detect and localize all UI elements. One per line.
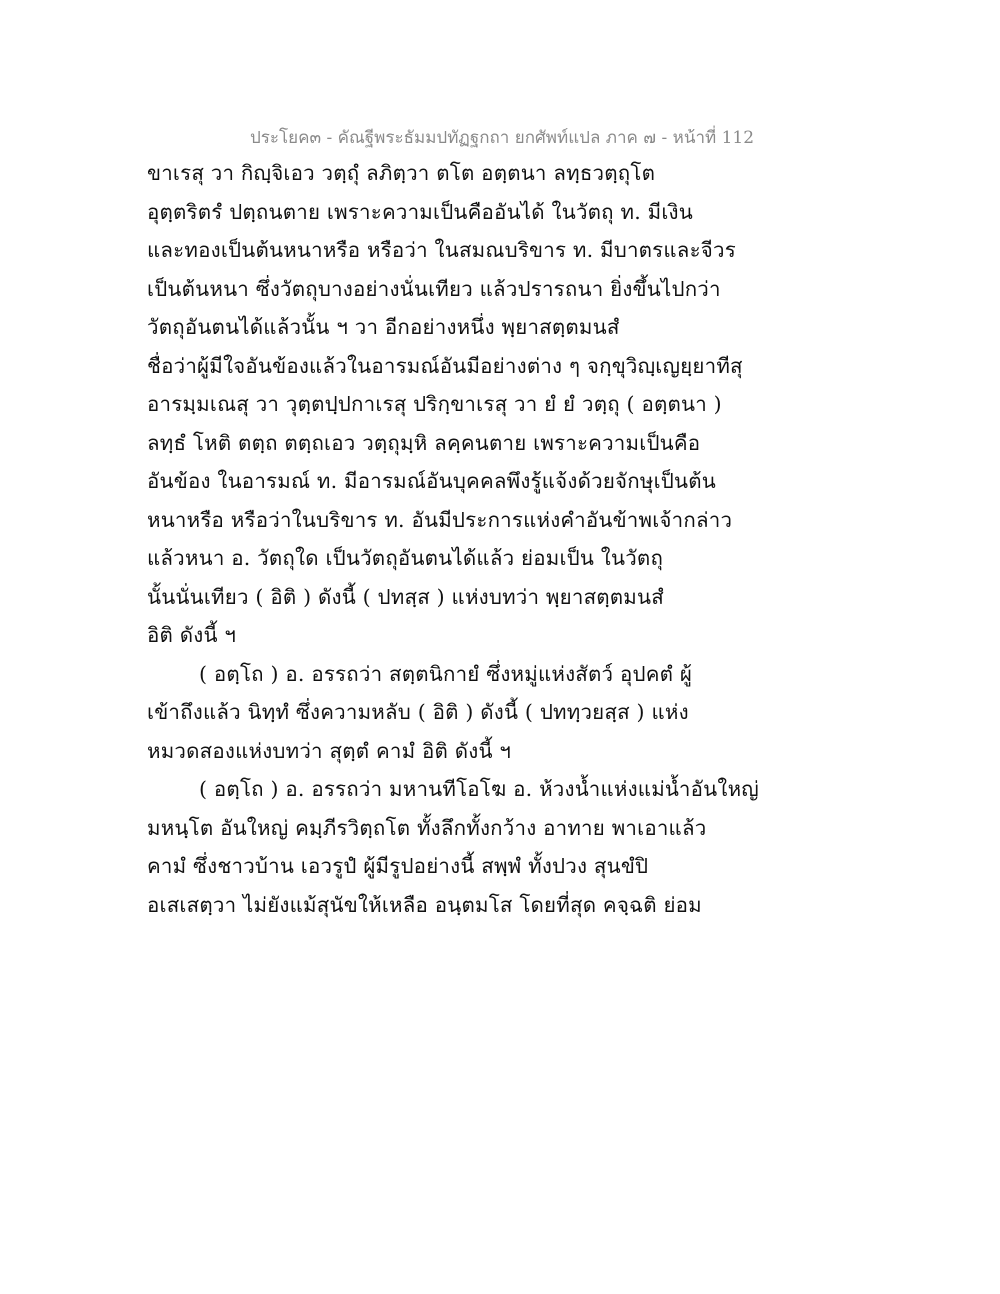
text-line: แล้วหนา อ. วัตถุใด เป็นวัตถุอันตนได้แล้ว ย่อมเป็น ในวัตถุ: [147, 546, 664, 570]
text-line: เข้าถึงแล้ว นิทฺทํ ซึ่งความหลับ ( อิติ ) ดังนี้ ( ปททฺวยสฺส ) แห่ง: [147, 700, 689, 724]
text-line: นั้นนั่นเทียว ( อิติ ) ดังนี้ ( ปทสฺส ) แห่งบทว่า พฺยาสตฺตมนสํ: [147, 584, 664, 609]
text-line: วัตถุอันตนได้แล้วนั้น ฯ วา อีกอย่างหนึ่ง พฺยาสตฺตมนสํ: [147, 315, 620, 339]
text-line: เป็นต้นหนา ซึ่งวัตถุบางอย่างนั่นเทียว แล้วปรารถนา ยิ่งขึ้นไปกว่า: [147, 276, 721, 301]
text-line: คามํ ซึ่งชาวบ้าน เอวรูปํ ผู้มีรูปอย่างนี้ สพฺพํ ทั้งปวง สุนขํปิ: [147, 854, 649, 878]
text-line: ลทฺธํ โหติ ตตฺถ ตตฺถเอว วตฺถุมฺหิ ลคฺคนตาย เพราะความเป็นคือ: [147, 430, 701, 455]
paragraph-first-line: ( อตฺโถ ) อ. อรรถว่า มหานทีโอโฆ อ. ห้วงน้ำแห่งแม่น้ำอันใหญ่: [199, 777, 759, 801]
text-line: มหนฺโต อันใหญ่ คมฺภีรวิตฺถโต ทั้งลึกทั้งกว้าง อาทาย พาเอาแล้ว: [147, 815, 707, 840]
text-line: อันข้อง ในอารมณ์ ท. มีอารมณ์อันบุคคลพึงรู้แจ้งด้วยจักษุเป็นต้น: [147, 469, 716, 493]
text-line: อุตฺตริตรํ ปตฺถนตาย เพราะความเป็นคืออันได้ ในวัตถุ ท. มีเงิน: [147, 199, 693, 224]
text-line: อารมฺมเณสุ วา วุตฺตปฺปกาเรสุ ปริกฺขาเรสุ วา ยํ ยํ วตฺถุ ( อตฺตนา ): [147, 392, 722, 416]
text-line: หมวดสองแห่งบทว่า สุตฺตํ คามํ อิติ ดังนี้ ฯ: [147, 738, 512, 763]
page-header-text: ประโยค๓ - คัณฐีพระธัมมปทัฏฐกถา ยกศัพท์แปล ภาค ๗ - หน้าที่ 112: [249, 128, 755, 148]
text-line: หนาหรือ หรือว่าในบริขาร ท. อันมีประการแห่งคำอันข้าพเจ้ากล่าว: [147, 507, 733, 532]
paragraph-first-line: ( อตฺโถ ) อ. อรรถว่า สตฺตนิกายํ ซึ่งหมู่แห่งสัตว์ อุปคตํ ผู้: [199, 661, 693, 686]
text-line: ขาเรสุ วา กิญฺจิเอว วตฺถุํ ลภิตฺวา ตโต อตฺตนา ลทฺธวตฺถุโต: [147, 161, 656, 185]
body-text: [147, 154, 759, 924]
text-line: และทองเป็นต้นหนาหรือ หรือว่า ในสมณบริขาร ท. มีบาตรและจีวร: [147, 238, 736, 262]
text-line: อิติ ดังนี้ ฯ: [147, 623, 237, 647]
text-line: อเสเสตฺวา ไม่ยังแม้สุนัขให้เหลือ อนฺตมโส โดยที่สุด คจฺฉติ ย่อม: [147, 892, 702, 917]
text-line: ชื่อว่าผู้มีใจอันข้องแล้วในอารมณ์อันมีอย่างต่าง ๆ จกฺขุวิญฺเญยฺยาทีสุ: [147, 353, 743, 378]
page-header: [0, 124, 1000, 151]
